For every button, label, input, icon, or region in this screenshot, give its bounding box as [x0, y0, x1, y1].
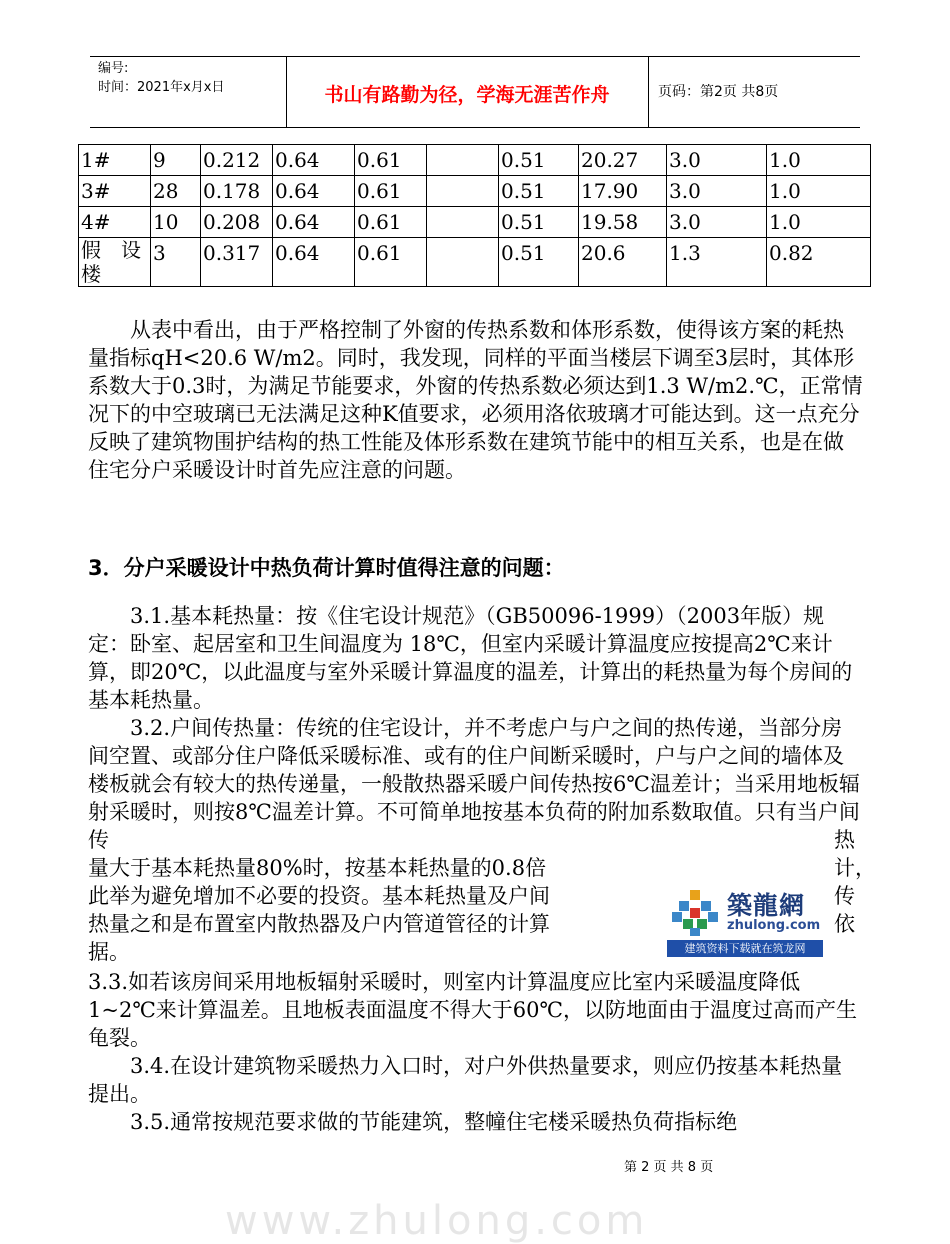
paragraph-3-2-fragment: 传	[834, 884, 855, 908]
zhulong-logo-mark-icon	[670, 888, 720, 938]
header-page-number: 页码：第2页 共8页	[658, 84, 779, 100]
watermark: www.zhulong.com	[225, 1198, 649, 1244]
table-cell: 0.51	[499, 238, 579, 287]
paragraph-3-3: 3.3.如若该房间采用地板辐射采暖时，则室内计算温度应比室内采暖温度降低1~2℃来计算温差。且地板表面温度不得大于60℃，以防地面由于温度过高而产生龟裂。	[88, 970, 858, 1050]
table-cell: 3#	[79, 176, 151, 207]
paragraph-3-2-line: 量大于基本耗热量80%时，按基本耗热量的0.8倍	[88, 856, 547, 880]
table-cell: 3.0	[667, 207, 767, 238]
table-cell: 0.51	[499, 145, 579, 176]
table-cell	[427, 176, 499, 207]
header-motto: 书山有路勤为径，学海无涯苦作舟	[324, 84, 610, 106]
table-cell: 1.0	[767, 145, 871, 176]
logo-tagline: 建筑资料下载就在筑龙网	[667, 940, 823, 957]
table-row	[79, 238, 871, 287]
table-cell	[427, 238, 499, 287]
table-cell: 0.64	[273, 176, 355, 207]
table-cell: 1.0	[767, 207, 871, 238]
table-cell	[427, 145, 499, 176]
document-number-label: 编号:	[98, 61, 129, 76]
paragraph-3-2-line: 据。	[88, 940, 130, 964]
table-cell: 9	[151, 145, 201, 176]
paragraph-3-2-fragment: 计，	[834, 856, 876, 880]
table-cell: 0.61	[355, 145, 427, 176]
section-heading: 3．分户采暖设计中热负荷计算时值得注意的问题：	[88, 556, 565, 580]
paragraph-3-2-fragment: 热	[834, 828, 855, 852]
building-parameters-table	[78, 144, 871, 287]
paragraph-3-5: 3.5.通常按规范要求做的节能建筑，整幢住宅楼采暖热负荷指标绝	[88, 1110, 738, 1134]
table-cell: 17.90	[579, 176, 667, 207]
zhulong-logo[interactable]	[665, 884, 825, 958]
table-cell: 3.0	[667, 145, 767, 176]
header-meta	[98, 59, 286, 97]
paragraph-3-1: 3.1.基本耗热量：按《住宅设计规范》（GB50096-1999）（2003年版）规定：卧室、起居室和卫生间温度为 18℃，但室内采暖计算温度应按提高2℃来计算，即20℃，以此温度与室外采暖计算温度的温差，计算出的耗热量为每个房间的基本耗热量。	[88, 604, 853, 712]
table-cell: 10	[151, 207, 201, 238]
page-footer: 第 2 页 共 8 页	[624, 1160, 714, 1175]
table-cell: 1.0	[767, 176, 871, 207]
table-cell: 19.58	[579, 207, 667, 238]
paragraph-3-4: 3.4.在设计建筑物采暖热力入口时，对户外供热量要求，则应仍按基本耗热量提出。	[88, 1054, 843, 1106]
table-cell: 0.178	[201, 176, 273, 207]
table-cell: 0.208	[201, 207, 273, 238]
table-row	[79, 145, 871, 176]
header-divider	[648, 57, 649, 127]
table-cell: 0.61	[355, 176, 427, 207]
table-row	[79, 176, 871, 207]
table-cell: 0.61	[355, 207, 427, 238]
logo-name: 築龍網	[727, 891, 806, 920]
table-cell: 0.64	[273, 207, 355, 238]
document-time-label: 时间：2021年x月x日	[98, 80, 225, 95]
table-cell: 20.27	[579, 145, 667, 176]
table-cell: 假 设楼	[79, 238, 151, 287]
table-cell: 28	[151, 176, 201, 207]
table-cell	[427, 207, 499, 238]
paragraph-analysis: 从表中看出，由于严格控制了外窗的传热系数和体形系数，使得该方案的耗热量指标qH<20.6 W/m2。同时，我发现，同样的平面当楼层下调至3层时，其体形系数大于0.3时，为满足节能要求，外窗的传热系数必须达到1.3 W/m2.℃，正常情况下的中空玻璃已无法满足这种K值要求，必须用洛依玻璃才可能达到。这一点充分反映了建筑物围护结构的热工性能及体形系数在建筑节能中的相互关系，也是在做住宅分户采暖设计时首先应注意的问题。	[88, 318, 863, 482]
table-cell: 0.64	[273, 238, 355, 287]
table-cell: 3	[151, 238, 201, 287]
table-cell: 1.3	[667, 238, 767, 287]
table-cell: 1#	[79, 145, 151, 176]
table-cell: 0.317	[201, 238, 273, 287]
table-cell: 0.51	[499, 207, 579, 238]
table-cell: 20.6	[579, 238, 667, 287]
table-cell: 0.51	[499, 176, 579, 207]
paragraph-3-2-fragment: 依	[834, 912, 855, 936]
table-cell: 0.61	[355, 238, 427, 287]
table-cell: 0.212	[201, 145, 273, 176]
table-cell: 4#	[79, 207, 151, 238]
paragraph-3-2: 3.2.户间传热量：传统的住宅设计，并不考虑户与户之间的热传递，当部分房间空置、或部分住户降低采暖标准、或有的住户间断采暖时，户与户之间的墙体及楼板就会有较大的热传递量，一般散热器采暖户间传热按6℃温差计；当采用地板辐射采暖时，则按8℃温差计算。不可简单地按基本负荷的附加系数取值。只有当户间传	[88, 716, 860, 852]
page-header	[90, 56, 860, 128]
table-cell: 3.0	[667, 176, 767, 207]
table-cell: 0.82	[767, 238, 871, 287]
table-row	[79, 207, 871, 238]
paragraph-3-2-line: 热量之和是布置室内散热器及户内管道管径的计算	[88, 912, 550, 936]
table-cell: 0.64	[273, 145, 355, 176]
paragraph-3-2-line: 此举为避免增加不必要的投资。基本耗热量及户间	[88, 884, 550, 908]
logo-domain: zhulong.com	[727, 918, 821, 933]
